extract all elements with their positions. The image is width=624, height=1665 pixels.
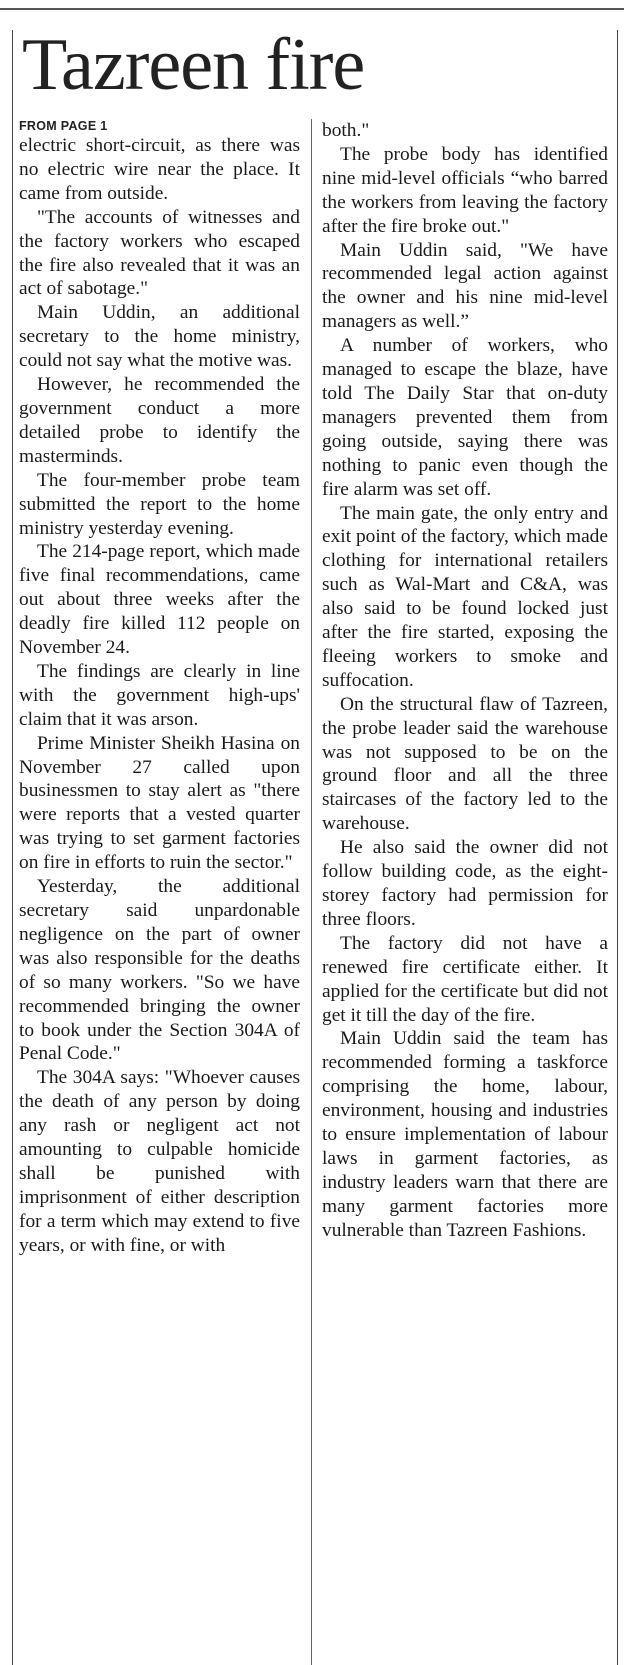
paragraph: The 214-page report, which made five final recommendations, came out about three weeks after the deadly fire killed 112 people on November 24.: [19, 541, 300, 659]
paragraph: The factory did not have a renewed fire certificate either. It applied for the certificate but did not get it till the day of the fire.: [322, 932, 608, 1026]
article-column-left: [19, 119, 300, 1258]
paragraph: A number of workers, who managed to escape the blaze, have told The Daily Star that on-duty managers prevented them from going outside, saying there was nothing to panic even though the fire alarm was set off.: [322, 335, 608, 500]
headline: Tazreen fire: [22, 24, 365, 106]
paragraph: both.": [322, 120, 370, 141]
paragraph: However, he recommended the government conduct a more detailed probe to identify the masterminds.: [19, 374, 300, 467]
paragraph: "The accounts of witnesses and the factory workers who escaped the fire also revealed that it was an act of sabotage.": [19, 206, 300, 300]
top-border-rule: [0, 8, 624, 10]
paragraph: The findings are clearly in line with the government high-ups' claim that it was arson.: [19, 660, 300, 730]
right-border-rule: [617, 30, 618, 1665]
left-border-rule: [12, 30, 13, 1665]
article-column-right: [322, 119, 608, 1243]
paragraph: Yesterday, the additional secretary said unpardonable negligence on the part of owner was also responsible for the deaths of so many workers. "So we have recommended bringing the owner to book under the Section 304A of Penal Code.": [19, 876, 300, 1065]
paragraph: He also said the owner did not follow building code, as the eight-storey factory had permission for three floors.: [322, 837, 608, 930]
column-divider: [311, 119, 312, 1665]
paragraph: The four-member probe team submitted the report to the home ministry yesterday evening.: [19, 469, 300, 539]
paragraph: Main Uddin, an additional secretary to the home ministry, could not say what the motive was.: [19, 302, 300, 372]
paragraph: Prime Minister Sheikh Hasina on November 27 called upon businessmen to stay alert as "there were reports that a vested quarter was trying to set garment factories on fire in efforts to ruin the sector.": [19, 732, 300, 874]
jump-label: FROM PAGE 1: [19, 119, 108, 133]
paragraph: On the structural flaw of Tazreen, the probe leader said the warehouse was not supposed to be on the ground floor and all the three staircases of the factory led to the warehouse.: [322, 693, 608, 835]
paragraph: The 304A says: "Whoever causes the death of any person by doing any rash or negligent act not amounting to culpable homicide shall be punished with imprisonment of either description for a term which may extend to five years, or with fine, or with: [19, 1067, 300, 1256]
paragraph: Main Uddin said the team has recommended forming a taskforce comprising the home, labour, environment, housing and industries to ensure implementation of labour laws in garment factories, as industry leaders warn that there are many garment factories more vulnerable than Tazreen Fashions.: [322, 1028, 608, 1241]
paragraph: The probe body has identified nine mid-level officials “who barred the workers from leaving the factory after the fire broke out.": [322, 143, 608, 237]
paragraph: electric short-circuit, as there was no electric wire near the place. It came from outside.: [19, 135, 300, 204]
paragraph: Main Uddin said, "We have recommended legal action against the owner and his nine mid-level managers as well.”: [322, 239, 608, 333]
paragraph: The main gate, the only entry and exit point of the factory, which made clothing for international retailers such as Wal-Mart and C&A, was also said to be found locked just after the fire started, exposing the fleeing workers to smoke and suffocation.: [322, 502, 608, 691]
